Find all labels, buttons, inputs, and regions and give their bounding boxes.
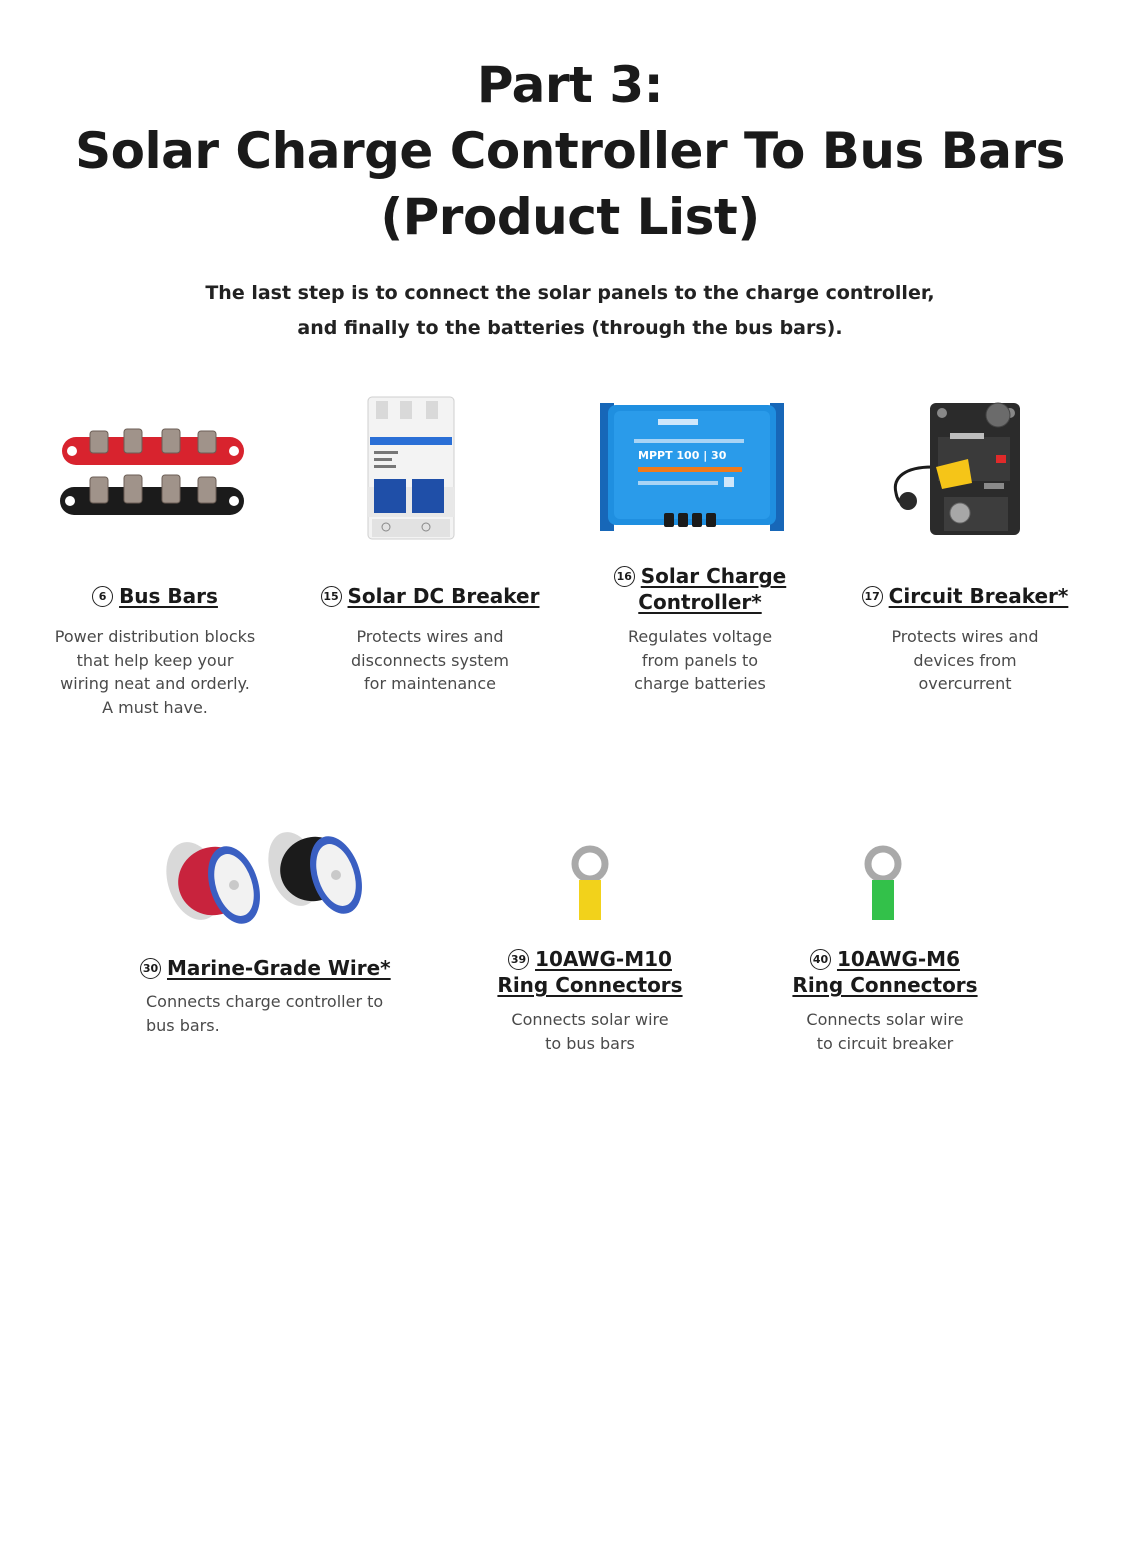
product-number-badge: 15	[321, 586, 342, 607]
bus-bars-image	[58, 425, 250, 525]
wire-spools-image	[154, 825, 370, 935]
product-name[interactable]	[840, 583, 1090, 609]
product-name-link[interactable]: Marine-Grade Wire*	[167, 956, 391, 980]
product-number-badge: 6	[92, 586, 113, 607]
product-name[interactable]	[300, 583, 560, 609]
product-number-badge: 30	[140, 958, 161, 979]
dc-breaker-image	[366, 395, 456, 541]
circuit-breaker-image	[886, 397, 1026, 543]
product-description	[40, 625, 270, 719]
ring-connector-yellow-image	[568, 844, 612, 924]
product-number-badge: 17	[862, 586, 883, 607]
description-line: Regulates voltage	[627, 627, 773, 646]
charge-controller-image	[598, 401, 786, 533]
product-name[interactable]	[40, 583, 270, 609]
product-description	[840, 625, 1090, 696]
description-line: to circuit breaker	[816, 1033, 954, 1053]
product-name-link[interactable]: Circuit Breaker*	[888, 584, 1069, 608]
description-line: Connects charge controller to	[146, 992, 384, 1011]
product-name-link[interactable]: Solar Charge	[640, 564, 787, 588]
product-name-link-line-2[interactable]: Ring Connectors	[497, 973, 683, 997]
product-description	[580, 625, 820, 696]
product-name[interactable]	[140, 955, 440, 981]
product-bus-bars	[40, 395, 270, 735]
product-name-link[interactable]: 10AWG-M10	[535, 947, 672, 971]
controller-label: MPPT 100 | 30	[638, 449, 727, 462]
ring-connector-green-image	[861, 844, 905, 924]
description-line: Connects solar wire	[806, 1010, 964, 1029]
description-line: disconnects system	[351, 650, 509, 670]
description-line: devices from	[913, 650, 1017, 670]
product-10awg-m10-ring-connectors	[480, 840, 700, 1070]
product-name-link[interactable]: 10AWG-M6	[836, 947, 960, 971]
description-line: A must have.	[102, 697, 208, 717]
description-line: charge batteries	[634, 674, 766, 693]
product-solar-charge-controller	[580, 395, 820, 715]
product-name-link-line-2[interactable]: Controller*	[638, 590, 762, 614]
description-line: bus bars.	[146, 1015, 220, 1035]
intro-line-2: and finally to the batteries (through the bus bars).	[297, 317, 843, 339]
intro-text	[0, 276, 1140, 346]
title-line-1: Part 3:	[476, 56, 664, 114]
intro-line-1: The last step is to connect the solar panels to the charge controller,	[205, 282, 935, 304]
product-description	[146, 990, 446, 1037]
product-name-link-line-2[interactable]: Ring Connectors	[792, 973, 978, 997]
product-description	[775, 1008, 995, 1055]
description-line: to bus bars	[545, 1033, 635, 1053]
title-line-2: Solar Charge Controller To Bus Bars	[75, 122, 1065, 180]
product-name-link[interactable]: Solar DC Breaker	[347, 584, 540, 608]
product-marine-grade-wire	[140, 825, 440, 1045]
description-line: for maintenance	[364, 674, 496, 693]
description-line: wiring neat and orderly.	[60, 674, 250, 693]
product-name[interactable]	[580, 563, 820, 615]
description-line: Connects solar wire	[511, 1010, 669, 1029]
product-description	[480, 1008, 700, 1055]
product-name[interactable]	[775, 946, 995, 998]
product-description	[300, 625, 560, 696]
product-name-link[interactable]: Bus Bars	[119, 584, 218, 608]
product-circuit-breaker	[840, 395, 1090, 715]
description-line: from panels to	[641, 650, 759, 670]
description-line: Protects wires and	[891, 627, 1039, 646]
product-number-badge: 40	[810, 949, 831, 970]
product-number-badge: 39	[508, 949, 529, 970]
product-solar-dc-breaker	[300, 395, 560, 715]
product-name[interactable]	[480, 946, 700, 998]
description-line: that help keep your	[76, 650, 234, 670]
page-title	[0, 52, 1140, 250]
title-line-3: (Product List)	[380, 188, 760, 246]
description-line: Power distribution blocks	[54, 627, 256, 646]
description-line: Protects wires and	[356, 627, 504, 646]
product-number-badge: 16	[614, 566, 635, 587]
description-line: overcurrent	[918, 674, 1012, 693]
product-10awg-m6-ring-connectors	[775, 840, 995, 1070]
